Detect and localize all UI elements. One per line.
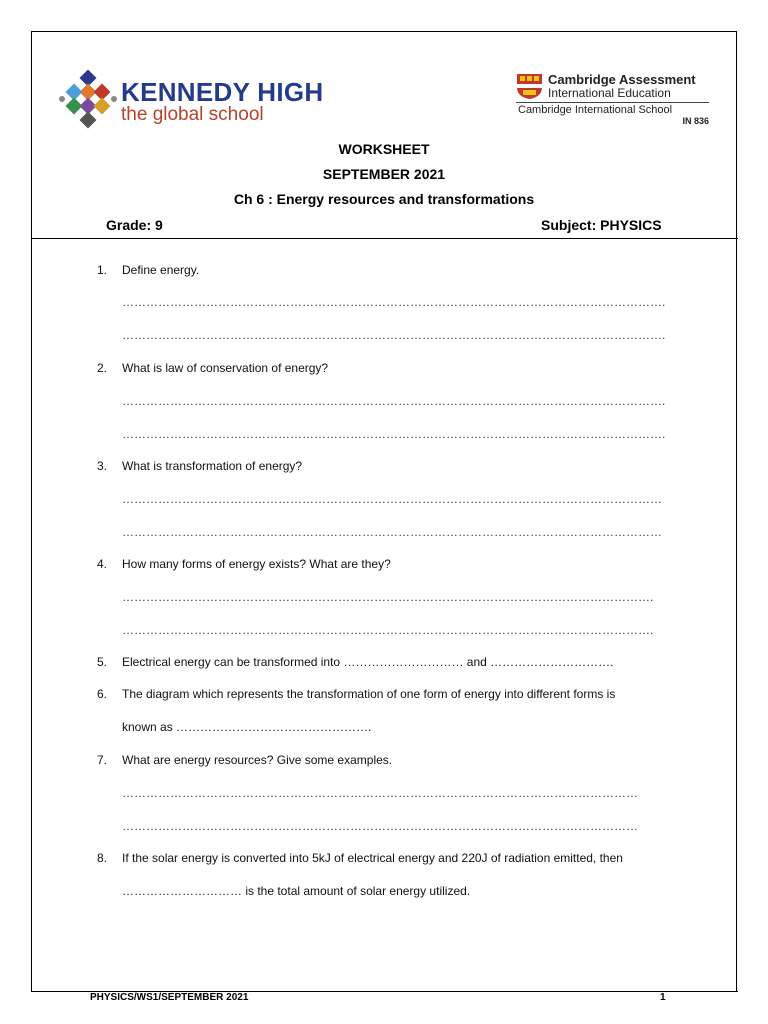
- question-text: The diagram which represents the transformation of one form of energy into different forms is: [122, 687, 616, 701]
- question-number: 1.: [97, 263, 108, 277]
- answer-line: ……………………………………………………………………………………………………………………….: [122, 328, 666, 342]
- answer-line: …………………………………………………………………………………………………………………: [122, 786, 638, 800]
- question-text: What is law of conservation of energy?: [122, 361, 329, 375]
- answer-line: ……………………………………………………………………………………………………………………….: [122, 427, 666, 441]
- answer-line: ……………………………………………………………………………………………………………………….: [122, 295, 666, 309]
- answer-line: …………………………………………………………………………………………………………………….: [122, 623, 654, 637]
- answer-line: …………………………………………………………………………………………………………………….: [122, 590, 654, 604]
- answer-line: ……………………………………………………………………………………………………………………….: [122, 394, 666, 408]
- question-number: 8.: [97, 851, 108, 865]
- subject-label: Subject: PHYSICS: [541, 217, 662, 233]
- school-tagline: the global school: [121, 104, 264, 125]
- answer-line: ………………………………………………………………………………………………………………………: [122, 525, 662, 539]
- question-text: What are energy resources? Give some examples.: [122, 753, 393, 767]
- question-number: 7.: [97, 753, 108, 767]
- question-text: What is transformation of energy?: [122, 459, 303, 473]
- question-text: Electrical energy can be transformed into ………………………… and ………………………….: [122, 655, 614, 669]
- cambridge-divider: [516, 102, 709, 103]
- cambridge-school-label: Cambridge International School: [518, 104, 673, 116]
- question-number: 6.: [97, 687, 108, 701]
- worksheet-date: SEPTEMBER 2021: [322, 166, 446, 182]
- grade-label: Grade: 9: [106, 217, 163, 233]
- page-number: 1: [660, 992, 666, 1003]
- question-number: 5.: [97, 655, 108, 669]
- question-continuation: known as ………………………………………….: [122, 720, 372, 734]
- question-text: How many forms of energy exists? What are they?: [122, 557, 391, 571]
- question-continuation: ………………………… is the total amount of solar energy utilized.: [122, 884, 471, 898]
- question-text: If the solar energy is converted into 5kJ of electrical energy and 220J of radiation emitted, then: [122, 851, 623, 865]
- kennedy-high-logo-icon: [58, 70, 118, 134]
- cambridge-school-code: IN 836: [682, 116, 709, 126]
- cambridge-shield-icon: [516, 73, 543, 100]
- question-number: 2.: [97, 361, 108, 375]
- header-divider: [31, 238, 738, 239]
- chapter-title: Ch 6 : Energy resources and transformations: [233, 191, 535, 207]
- question-number: 4.: [97, 557, 108, 571]
- question-text: Define energy.: [122, 263, 200, 277]
- worksheet-title: WORKSHEET: [338, 141, 430, 157]
- school-name: KENNEDY HIGH: [121, 77, 324, 107]
- answer-line: …………………………………………………………………………………………………………………: [122, 819, 638, 833]
- question-number: 3.: [97, 459, 108, 473]
- cambridge-title: Cambridge Assessment: [548, 72, 696, 87]
- answer-line: ………………………………………………………………………………………………………………………: [122, 492, 662, 506]
- cambridge-subtitle: International Education: [548, 86, 671, 100]
- footer-reference: PHYSICS/WS1/SEPTEMBER 2021: [90, 992, 249, 1003]
